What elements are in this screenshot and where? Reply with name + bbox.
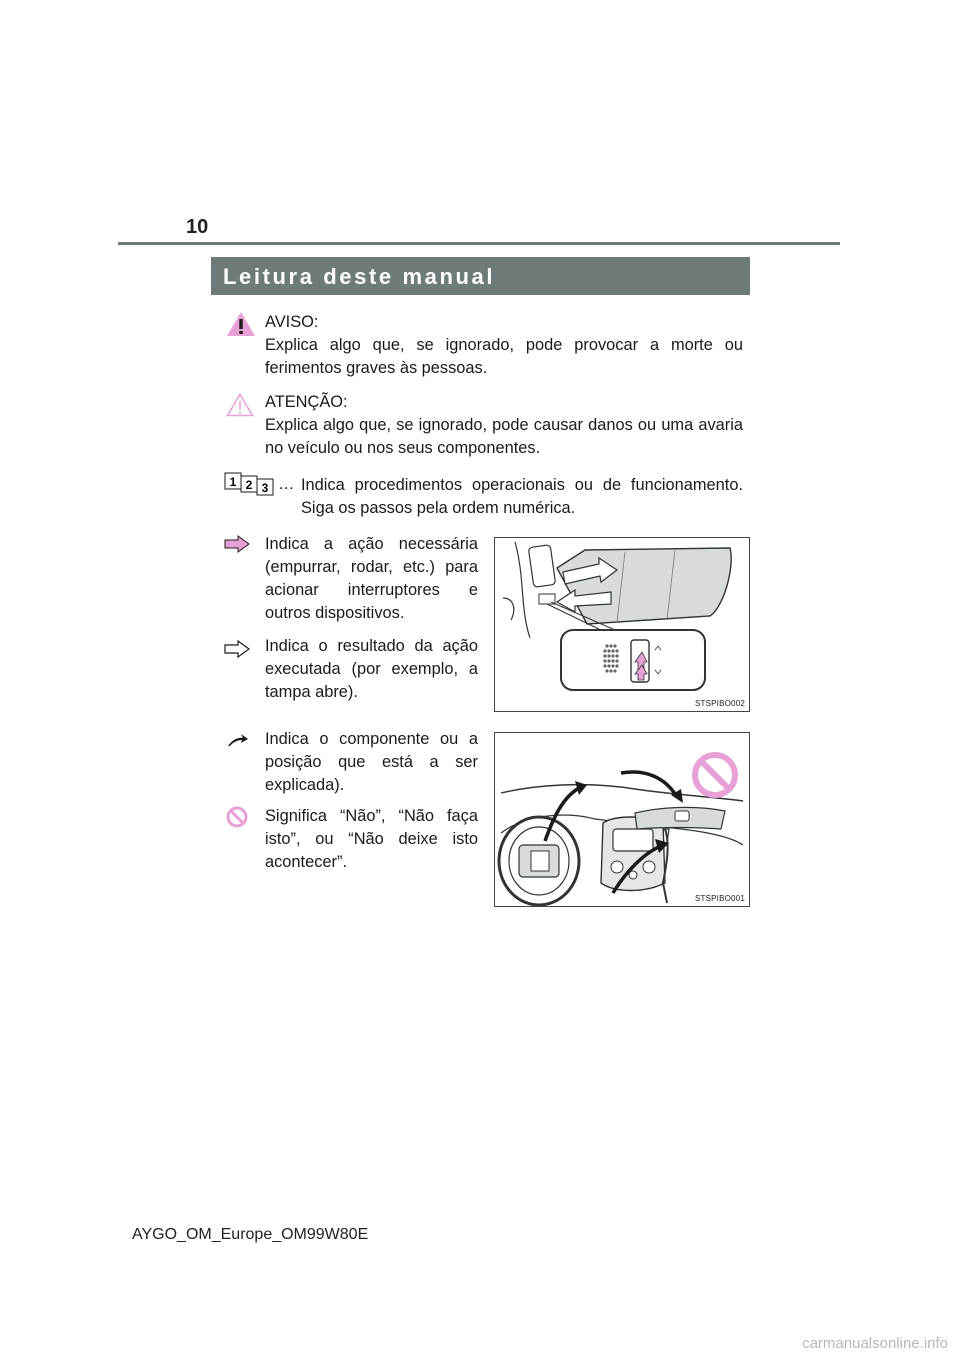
section-title: Leitura deste manual — [223, 264, 496, 289]
step-digit-1: 1 — [229, 475, 237, 489]
outline-arrow-icon — [224, 640, 250, 658]
caution-triangle-outline-icon — [226, 393, 254, 417]
caution-label: ATENÇÃO: — [265, 393, 348, 411]
section-banner — [211, 257, 750, 295]
numbered-steps-icon — [224, 472, 276, 496]
prohibited-text: Significa “Não”, “Não faça isto”, ou “Não deixe isto acontecer”. — [265, 807, 478, 871]
page-number: 10 — [186, 216, 209, 238]
pointer-text: Indica o componente ou a posição que está a ser explicada). — [265, 730, 478, 794]
header-rule — [118, 242, 840, 245]
steps-ellipsis: … — [278, 475, 295, 493]
action-text: Indica a ação necessária (empurrar, rodar, etc.) para acionar interruptores e outros dispositivos. — [265, 535, 478, 622]
figure-dashboard-switch — [494, 537, 750, 712]
steps-text: Indica procedimentos operacionais ou de funcionamento. Siga os passos pela ordem numérica. — [301, 476, 743, 517]
figure-2-caption: STSPIBO001 — [694, 894, 745, 903]
filled-arrow-icon — [224, 535, 250, 553]
figure-1-caption: STSPIBO002 — [694, 699, 745, 708]
step-digit-2: 2 — [245, 478, 253, 492]
warning-text: Explica algo que, se ignorado, pode provocar a morte ou ferimentos graves às pessoas. — [265, 336, 743, 377]
result-text: Indica o resultado da ação executada (por exemplo, a tampa abre). — [265, 637, 478, 701]
step-digit-3: 3 — [261, 481, 269, 495]
footer-doc-id: AYGO_OM_Europe_OM99W80E — [132, 1226, 369, 1243]
prohibition-icon — [226, 806, 248, 828]
figure-cockpit — [494, 732, 750, 907]
watermark: carmanualsonline.info — [802, 1335, 948, 1352]
warning-triangle-icon — [226, 311, 256, 337]
caution-text: Explica algo que, se ignorado, pode causar danos ou uma avaria no veículo ou nos seus componentes. — [265, 416, 743, 457]
warning-label: AVISO: — [265, 313, 319, 331]
curved-pointer-arrow-icon — [227, 733, 249, 747]
